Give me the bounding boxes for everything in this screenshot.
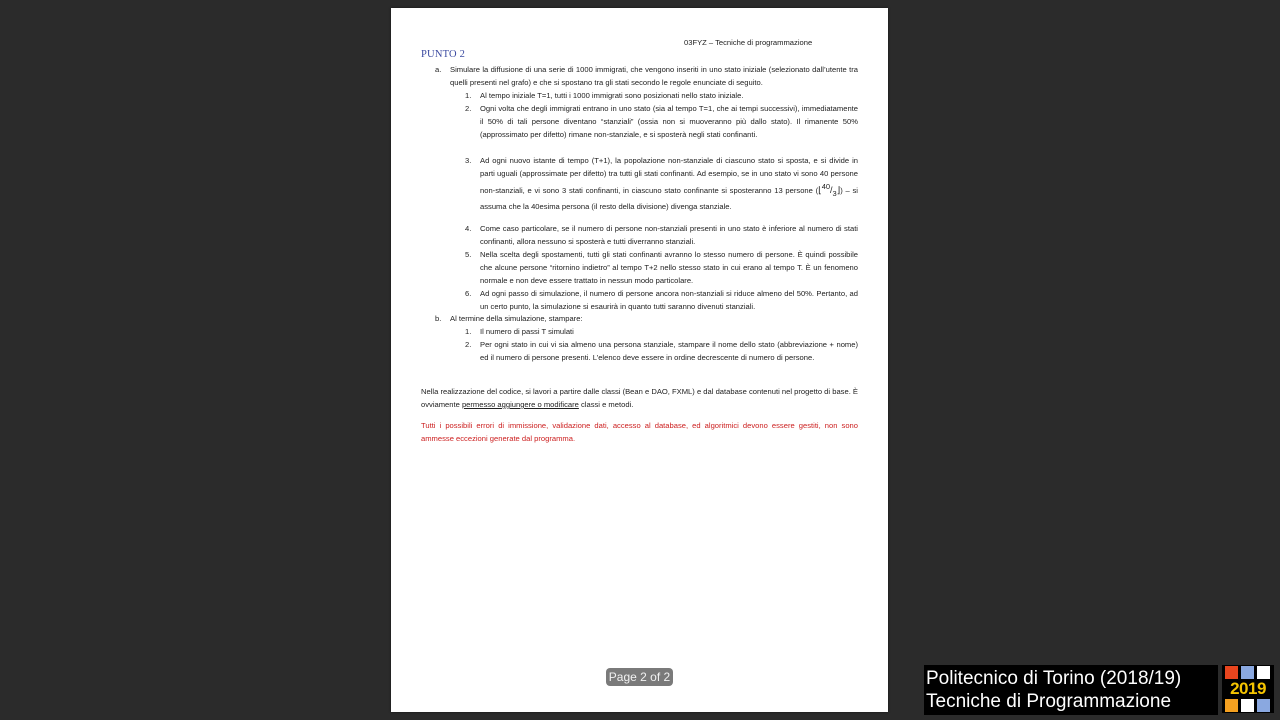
item-b-2-text: Per ogni stato in cui vi sia almeno una persona stanziale, stampare il nome dello stato (abbreviazione + nome) ed il numero di persone presenti. L’elenco deve essere in ordine decrescente di numero di persone. xyxy=(480,340,858,362)
item-b-2-number: 2. xyxy=(465,340,472,349)
fraction-numerator: 40 xyxy=(821,182,831,191)
watermark-course: Tecniche di Programmazione xyxy=(926,691,1172,712)
logo-square xyxy=(1257,699,1270,712)
section-title: PUNTO 2 xyxy=(421,49,466,60)
item-a-1-text: Al tempo iniziale T=1, tutti i 1000 immigrati sono posizionati nello stato iniziale. xyxy=(480,91,744,100)
underlined-text: permesso aggiungere o modificare xyxy=(461,400,579,409)
item-a-5-text: Nella scelta degli spostamenti, tutti gli stati confinanti avranno lo stesso numero di persone. È quindi possibile che alcune persone “ritornino indietro” al tempo T+2 nello stesso stato in cui erano al tempo T. È un fenomeno normale e non deve essere trattato in nessun modo particolare. xyxy=(480,250,858,285)
logo-year: 2019 xyxy=(1230,679,1266,698)
item-a-text: Simulare la diffusione di una serie di 1000 immigrati, che vengono inseriti in uno stato iniziale (selezionato dall’utente tra quelli presenti nel grafo) e che si spostano tra gli stati secondo le regole enunciate di seguito. xyxy=(450,65,858,87)
implementation-paragraph xyxy=(421,385,858,411)
item-a-4-number: 4. xyxy=(465,224,472,233)
document-page xyxy=(391,8,888,712)
logo-square xyxy=(1241,699,1254,712)
item-b-label: b. xyxy=(435,314,442,323)
item-b-1-text: Il numero di passi T simulati xyxy=(480,327,574,336)
error-handling-paragraph: Tutti i possibili errori di immissione, validazione dati, accesso al database, ed algoritmici devono essere gestiti, non sono ammesse eccezioni generate dal programma. xyxy=(421,421,858,443)
paragraph-text-end: classi e metodi. xyxy=(578,400,634,409)
item-b-text: Al termine della simulazione, stampare: xyxy=(450,314,583,323)
watermark-institution: Politecnico di Torino (2018/19) xyxy=(926,668,1182,689)
item-a-3-text-before: Ad ogni nuovo istante di tempo (T+1), la popolazione non-stanziale di ciascuno stato si sposta, e si divide in parti uguali (approssimate per difetto) tra tutti gli stati confinanti. Ad esempio, se in uno stato vi sono 40 persone non-stanziali, e vi sono 3 stati confinanti, in ciascuno stato confinante si sposteranno 13 persone ( xyxy=(480,156,858,195)
item-a-6-text: Ad ogni passo di simulazione, il numero di persone ancora non-stanziali si riduce almeno del 50%. Pertanto, ad un certo punto, la simulazione si esaurirà in quanto tutti saranno divenuti stanziali. xyxy=(480,289,858,311)
fraction-denominator: 3 xyxy=(832,188,837,198)
page-indicator: Page 2 of 2 xyxy=(606,668,673,686)
item-a-3-text-after: ) – si assuma che la 40esima persona (il resto della divisione) divenga stanziale. xyxy=(480,186,858,211)
course-watermark xyxy=(924,665,1218,715)
logo-square xyxy=(1225,699,1238,712)
item-b-1-number: 1. xyxy=(465,327,472,336)
item-a-4-text: Come caso particolare, se il numero di persone non-stanziali presenti in uno stato è inferiore al numero di stati confinanti, allora nessuno si sposterà e tutti diverranno stanziali. xyxy=(480,224,858,246)
paragraph-text: Nella realizzazione del codice, si lavori a partire dalle classi (Bean e DAO, FXML) e dal database contenuti nel progetto di base. È ovviamente xyxy=(421,387,858,409)
item-a-2-number: 2. xyxy=(465,104,472,113)
item-a-1-number: 1. xyxy=(465,91,472,100)
item-a-6-number: 6. xyxy=(465,289,472,298)
item-a-5-number: 5. xyxy=(465,250,472,259)
item-a-3-number: 3. xyxy=(465,156,472,165)
item-a-label: a. xyxy=(435,65,442,74)
item-a-3-text xyxy=(480,154,858,213)
document-header: 03FYZ – Tecniche di programmazione xyxy=(684,38,813,47)
fraction-formula: $⌊^{40}/_3⌋$ xyxy=(818,182,841,198)
item-a-2-text: Ogni volta che degli immigrati entrano in uno stato (sia al tempo T=1, che ai tempi successivi), immediatamente il 50% di tali persone diventano “stanziali” (ossia non si muoveranno più dallo stato). Il rimanente 50% (approssimato per difetto) rimane non-stanziale, e si sposterà negli stati confinanti. xyxy=(480,104,858,139)
course-logo xyxy=(1222,665,1274,713)
